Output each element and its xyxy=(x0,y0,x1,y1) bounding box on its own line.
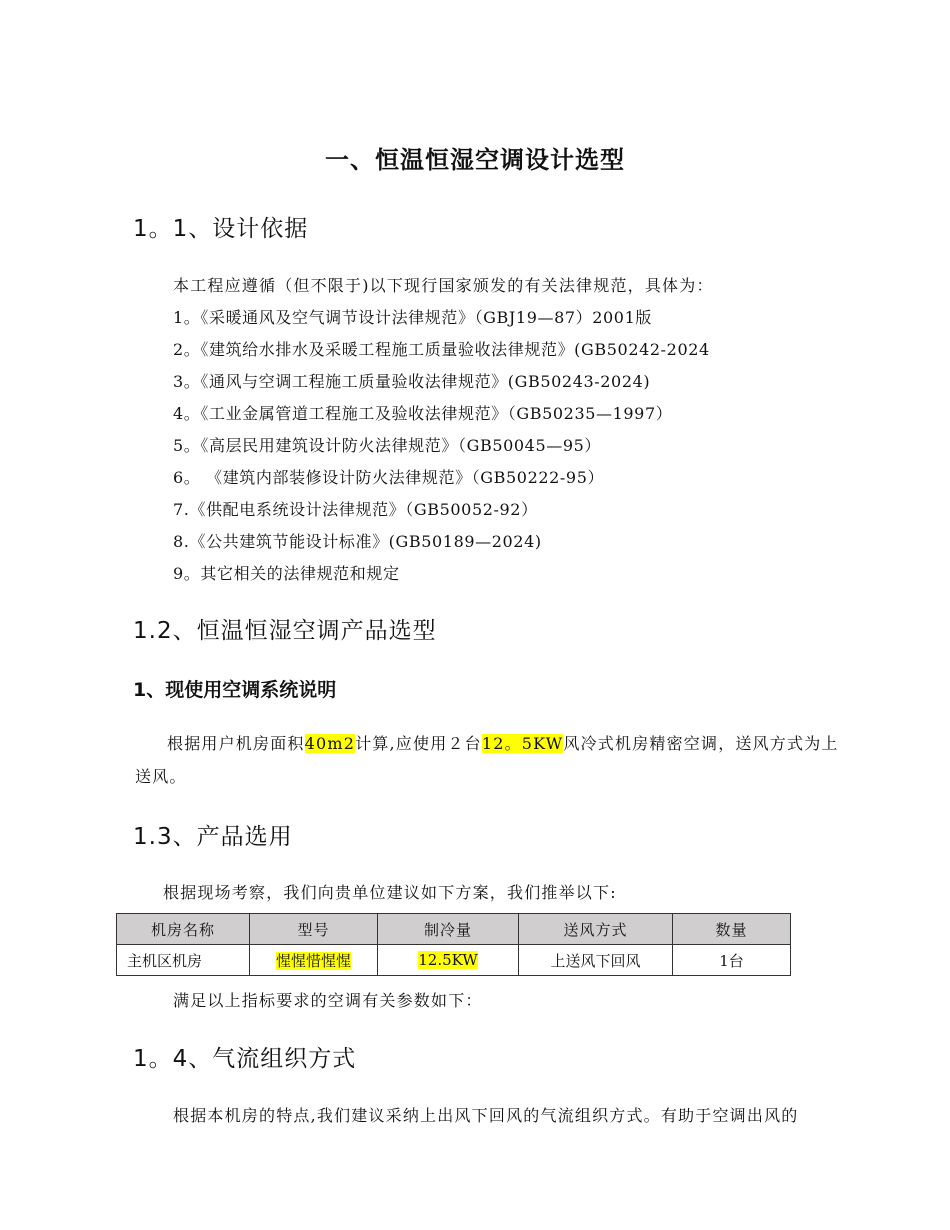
power-value: 12。5KW xyxy=(481,734,564,753)
product-table xyxy=(116,913,791,976)
paragraph-text: 根据用户机房面积 xyxy=(167,734,305,753)
section-heading-airflow: 1。4、气流组织方式 xyxy=(133,1046,357,1072)
paragraph-text: 风冷式机房精密空调，送风方式为上送风。 xyxy=(135,734,839,786)
table-header-row xyxy=(117,914,791,945)
standard-item: 8.《公共建筑节能设计标准》(GB50189—2024) xyxy=(173,532,542,551)
model-value: 惺惺惜惺惺 xyxy=(275,951,351,970)
standard-item: 1。《采暖通风及空气调节设计法律规范》（GBJ19—87）2001版 xyxy=(173,308,652,327)
airflow-paragraph: 根据本机房的特点,我们建议采纳上出风下回风的气流组织方式。有助于空调出风的 xyxy=(173,1106,799,1125)
standard-item: 5。《高层民用建筑设计防火法律规范》（GB50045—95） xyxy=(173,436,601,455)
standard-item: 9。其它相关的法律规范和规定 xyxy=(173,564,400,583)
column-header: 数量 xyxy=(673,914,791,945)
paragraph-text: 计算,应使用２台 xyxy=(355,734,482,753)
parameters-note: 满足以上指标要求的空调有关参数如下： xyxy=(173,991,483,1010)
current-system-paragraph xyxy=(135,727,855,793)
column-header: 送风方式 xyxy=(519,914,673,945)
table-row xyxy=(117,945,791,976)
column-header: 机房名称 xyxy=(117,914,250,945)
design-basis-intro: 本工程应遵循（但不限于)以下现行国家颁发的有关法律规范，具体为： xyxy=(173,276,714,295)
page-title: 一、恒温恒湿空调设计选型 xyxy=(325,146,625,174)
quantity-cell: 1台 xyxy=(673,945,791,976)
area-value: 40m2 xyxy=(304,734,356,753)
subheading-current-system: 1、现使用空调系统说明 xyxy=(133,679,337,701)
standard-item: 6。 《建筑内部装修设计防火法律规范》（GB50222-95） xyxy=(173,468,605,487)
airflow-cell: 上送风下回风 xyxy=(519,945,673,976)
section-heading-product-selection: 1.2、恒温恒湿空调产品选型 xyxy=(133,618,437,644)
capacity-value: 12.5KW xyxy=(418,951,478,969)
capacity-cell xyxy=(378,945,519,976)
column-header: 制冷量 xyxy=(378,914,519,945)
model-cell xyxy=(250,945,378,976)
product-choice-intro: 根据现场考察，我们向贵单位建议如下方案，我们推举以下: xyxy=(163,883,617,902)
standard-item: 4。《工业金属管道工程施工及验收法律规范》（GB50235—1997） xyxy=(173,404,673,423)
column-header: 型号 xyxy=(250,914,378,945)
standard-item: 3。《通风与空调工程施工质量验收法律规范》(GB50243-2024) xyxy=(173,372,651,391)
section-heading-design-basis: 1。1、设计依据 xyxy=(133,216,309,242)
standard-item: 2。《建筑给水排水及采暖工程施工质量验收法律规范》(GB50242-2024 xyxy=(173,340,710,359)
standard-item: 7.《供配电系统设计法律规范》（GB50052-92） xyxy=(173,500,538,519)
section-heading-product-choice: 1.3、产品选用 xyxy=(133,824,293,850)
room-cell: 主机区机房 xyxy=(117,945,250,976)
